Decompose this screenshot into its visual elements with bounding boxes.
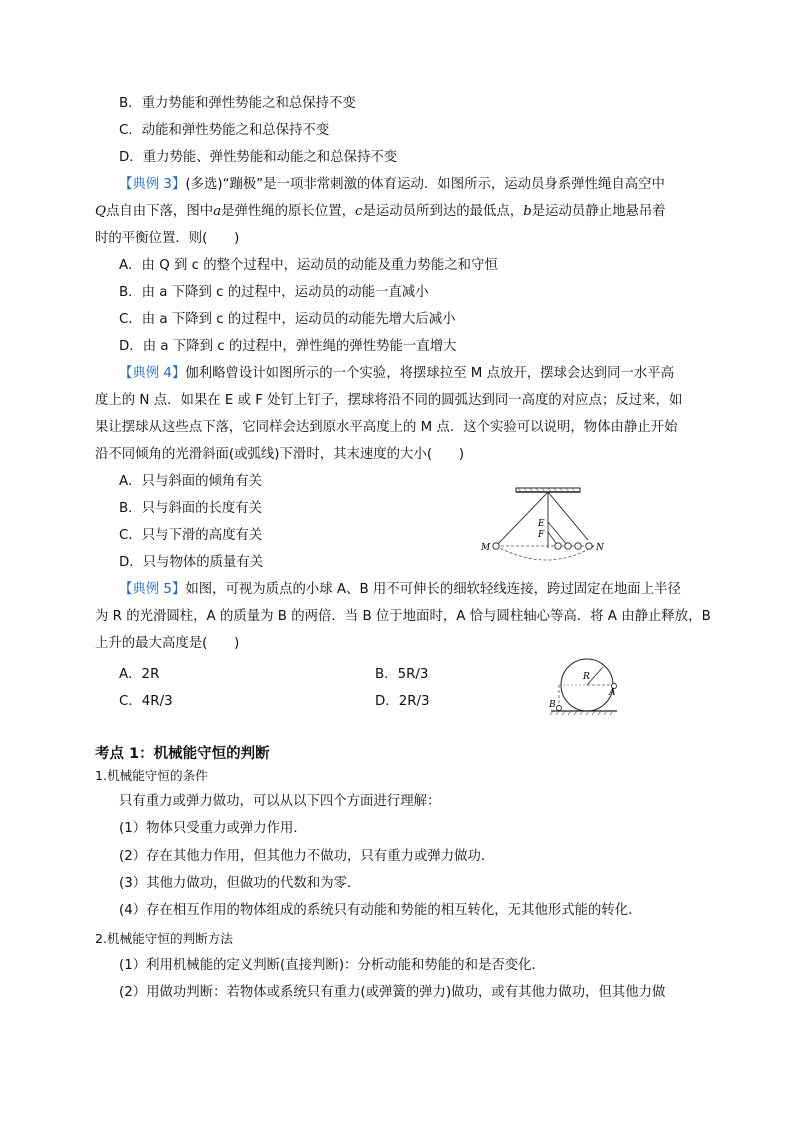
example-5-option-b: B．5R/3	[375, 667, 429, 682]
example-3-option-b: B．由 a 下降到 c 的过程中，运动员的动能一直减小	[119, 285, 429, 300]
example-4-option-b: B．只与斜面的长度有关	[119, 501, 263, 516]
example-5-line-2: 为 R 的光滑圆柱，A 的质量为 B 的两倍．当 B 位于地面时，A 恰与圆柱轴心等高．将 A 由静止释放，B	[95, 609, 711, 624]
example-3-line-3: 时的平衡位置．则( )	[95, 231, 240, 246]
example-5-option-d: D．2R/3	[375, 694, 430, 709]
subheading-2: 2.机械能守恒的判断方法	[95, 931, 233, 946]
pendulum-figure	[476, 484, 616, 564]
kp1-point-4: (4）存在相互作用的物体组成的系统只有动能和势能的相互转化，无其他形式能的转化．	[119, 903, 642, 918]
label-a: A	[609, 688, 616, 698]
example-4-line-4: 沿不同倾角的光滑斜面(或弧线)下滑时，其末速度的大小( )	[95, 447, 465, 462]
example-4-line-2: 度上的 N 点．如果在 E 或 F 处钉上钉子，摆球将沿不同的圆弧达到同一高度的对应点；反过来，如	[95, 393, 683, 408]
example-5-tag: 【典例 5】	[119, 582, 186, 597]
example-5-line-1: 【典例 5】如图，可视为质点的小球 A、B 用不可伸长的细软轻线连接，跨过固定在地面上半径	[119, 582, 681, 597]
kp1-point-2: (2）存在其他力作用，但其他力不做功，只有重力或弹力做功．	[119, 849, 495, 864]
label-b: B	[549, 700, 556, 710]
kp1-point-3: (3）其他力做功，但做功的代数和为零．	[119, 876, 361, 891]
kp1-method-2: (2）用做功判断：若物体或系统只有重力(或弹簧的弹力)做功，或有其他力做功，但其他力做	[119, 985, 666, 1000]
example-4-option-a: A．只与斜面的倾角有关	[119, 474, 263, 489]
cylinder-figure	[545, 655, 625, 717]
example-3-option-a: A．由 Q 到 c 的整个过程中，运动员的动能及重力势能之和守恒	[119, 258, 498, 273]
label-n: N	[596, 543, 604, 553]
kp1-point-1: (1）物体只受重力或弹力作用．	[119, 821, 307, 836]
example-5-line-3: 上升的最大高度是( )	[95, 636, 240, 651]
ball-b	[557, 706, 562, 711]
example-4-tag: 【典例 4】	[119, 366, 186, 381]
string-to-n	[548, 492, 588, 540]
example-5-option-a: A．2R	[119, 667, 160, 682]
example-4-line-1: 【典例 4】伽利略曾设计如图所示的一个实验，将摆球拉至 M 点放开，摆球会达到同一水平高	[119, 366, 675, 381]
example-4-line-3: 果让摆球从这些点下落，它同样会达到原水平高度上的 M 点．这个实验可以说明，物体由静止开始	[95, 420, 678, 435]
kp1-intro: 只有重力或弹力做功，可以从以下四个方面进行理解：	[119, 794, 441, 809]
label-m: M	[481, 543, 491, 553]
example-4-option-d: D．只与物体的质量有关	[119, 555, 264, 570]
example-3-tag: 【典例 3】	[119, 177, 186, 192]
example-3-option-c: C．由 a 下降到 c 的过程中，运动员的动能先增大后减小	[119, 312, 456, 327]
subheading-1: 1.机械能守恒的条件	[95, 768, 208, 783]
label-f: F	[538, 530, 545, 540]
option-d: D．重力势能、弹性势能和动能之和总保持不变	[119, 150, 398, 165]
example-3-line-1: 【典例 3】(多选)“蹦极”是一项非常刺激的体育运动．如图所示，运动员身系弹性绳自高空中	[119, 177, 665, 192]
option-c: C．动能和弹性势能之和总保持不变	[119, 123, 330, 138]
example-3-line-2: Q点自由下落，图中a是弹性绳的原长位置，c是运动员所到达的最低点，b是运动员静止地悬吊着	[95, 204, 666, 219]
example-5-option-c: C．4R/3	[119, 694, 173, 709]
option-b: B．重力势能和弹性势能之和总保持不变	[119, 96, 356, 111]
label-e: E	[538, 519, 545, 529]
example-4-option-c: C．只与下滑的高度有关	[119, 528, 263, 543]
label-r: R	[583, 672, 590, 682]
kp1-method-1: (1）利用机械能的定义判断(直接判断)：分析动能和势能的和是否变化．	[119, 958, 545, 973]
section-heading: 考点 1：机械能守恒的判断	[95, 746, 270, 762]
example-3-option-d: D．由 a 下降到 c 的过程中，弹性绳的弹性势能一直增大	[119, 339, 457, 354]
